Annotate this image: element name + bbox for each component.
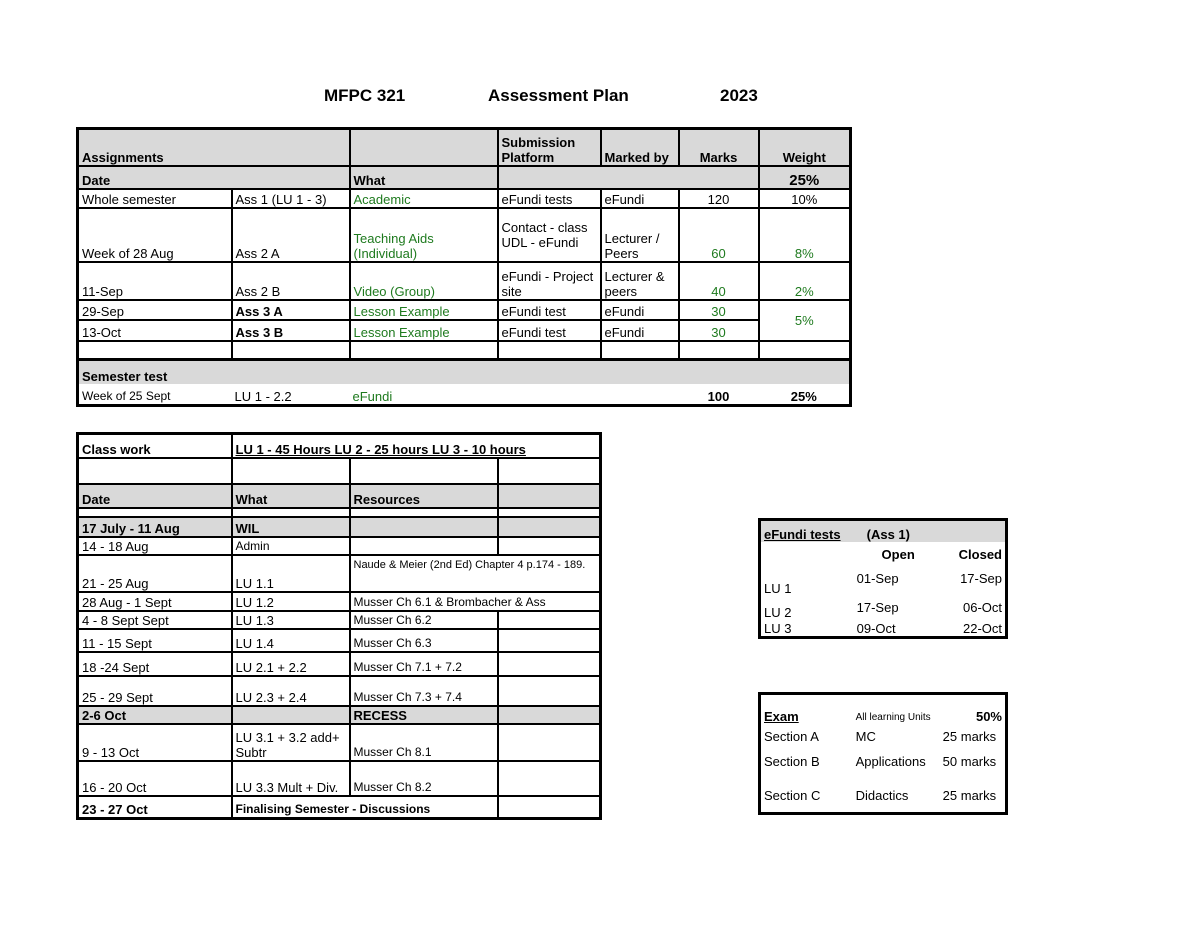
table-row: LU 2 17-Sep 06-Oct	[764, 600, 1002, 620]
table-row: Section A MC 25 marks	[764, 728, 997, 744]
total-weight: 25%	[759, 166, 851, 189]
table-row: 29-Sep Ass 3 A Lesson Example eFundi test eFundi 30 5%	[78, 300, 851, 320]
exam-table: Exam All learning Units 50% Section A MC 25 marks Section B Applications 50 marks Section C Didactics 25 marks	[758, 692, 1008, 815]
assessment-table	[76, 127, 852, 407]
table-row: 2-6 Oct RECESS	[78, 706, 601, 724]
table-row: Week of 25 Sept LU 1 - 2.2 eFundi 100 25%	[82, 389, 817, 404]
year: 2023	[720, 86, 758, 105]
table-row: 25 - 29 Sept LU 2.3 + 2.4 Musser Ch 7.3 + 7.4	[78, 676, 601, 706]
submission-header: Submission Platform	[498, 129, 601, 166]
table-row: 4 - 8 Sept Sept LU 1.3 Musser Ch 6.2	[78, 611, 601, 629]
exam-label: Exam	[764, 708, 799, 724]
closed-header: Closed	[958, 546, 1002, 562]
open-header: Open	[881, 546, 915, 562]
date-header: Date	[78, 166, 350, 189]
exam-weight: 50%	[975, 708, 1002, 724]
hours-summary: LU 1 - 45 Hours LU 2 - 25 hours LU 3 - 10 hours	[232, 434, 601, 458]
efundi-tests-label: eFundi tests	[760, 520, 853, 542]
cw-what-header: What	[232, 484, 350, 508]
table-row: 28 Aug - 1 Sept LU 1.2 Musser Ch 6.1 & Brombacher & Ass	[78, 592, 601, 611]
page-title: Assessment Plan	[488, 86, 629, 105]
weight-header: Weight	[759, 129, 851, 166]
table-row: LU 1 01-Sep 17-Sep	[764, 571, 1002, 596]
table-row: Section C Didactics 25 marks	[764, 788, 997, 804]
classwork-table	[76, 432, 602, 820]
table-row: 23 - 27 Oct Finalising Semester - Discussions	[78, 796, 601, 819]
table-row: Whole semester Ass 1 (LU 1 - 3) Academic eFundi tests eFundi 120 10%	[78, 189, 851, 208]
table-row: Section B Applications 50 marks	[764, 754, 997, 769]
table-row: 16 - 20 Oct LU 3.3 Mult + Div. Musser Ch 8.2	[78, 761, 601, 796]
marked-by-header: Marked by	[601, 129, 679, 166]
table-row: LU 3 09-Oct 22-Oct	[764, 621, 1002, 636]
table-row: 21 - 25 Aug LU 1.1 Naude & Meier (2nd Ed) Chapter 4 p.174 - 189.	[78, 555, 601, 592]
course-code: MFPC 321	[324, 86, 406, 105]
table-row: 9 - 13 Oct LU 3.1 + 3.2 add+ Subtr Musser Ch 8.1	[78, 724, 601, 761]
marks-header: Marks	[679, 129, 759, 166]
table-row: 11-Sep Ass 2 B Video (Group) eFundi - Project site Lecturer & peers 40 2%	[78, 262, 851, 300]
classwork-label: Class work	[78, 434, 232, 458]
cw-date-header: Date	[78, 484, 232, 508]
cw-resources-header: Resources	[350, 484, 498, 508]
assignments-header: Assignments	[78, 129, 350, 166]
table-row: Week of 28 Aug Ass 2 A Teaching Aids (Individual) Contact - class UDL - eFundi Lecturer / Peers 60 8%	[78, 208, 851, 262]
table-row: 17 July - 11 Aug WIL	[78, 517, 601, 537]
what-header: What	[350, 166, 498, 189]
table-row: 14 - 18 Aug Admin	[78, 537, 601, 555]
efundi-tests-table: eFundi tests (Ass 1) Open Closed LU 1 01-Sep 17-Sep LU 2 17-Sep 06-Oct LU 3 09-Oct 22-Oct	[758, 518, 1008, 639]
table-row: 11 - 15 Sept LU 1.4 Musser Ch 6.3	[78, 629, 601, 652]
table-row: 18 -24 Sept LU 2.1 + 2.2 Musser Ch 7.1 + 7.2	[78, 652, 601, 676]
semester-test-label: Semester test	[78, 360, 851, 384]
table-row: 13-Oct Ass 3 B Lesson Example eFundi test eFundi 30	[78, 320, 851, 341]
